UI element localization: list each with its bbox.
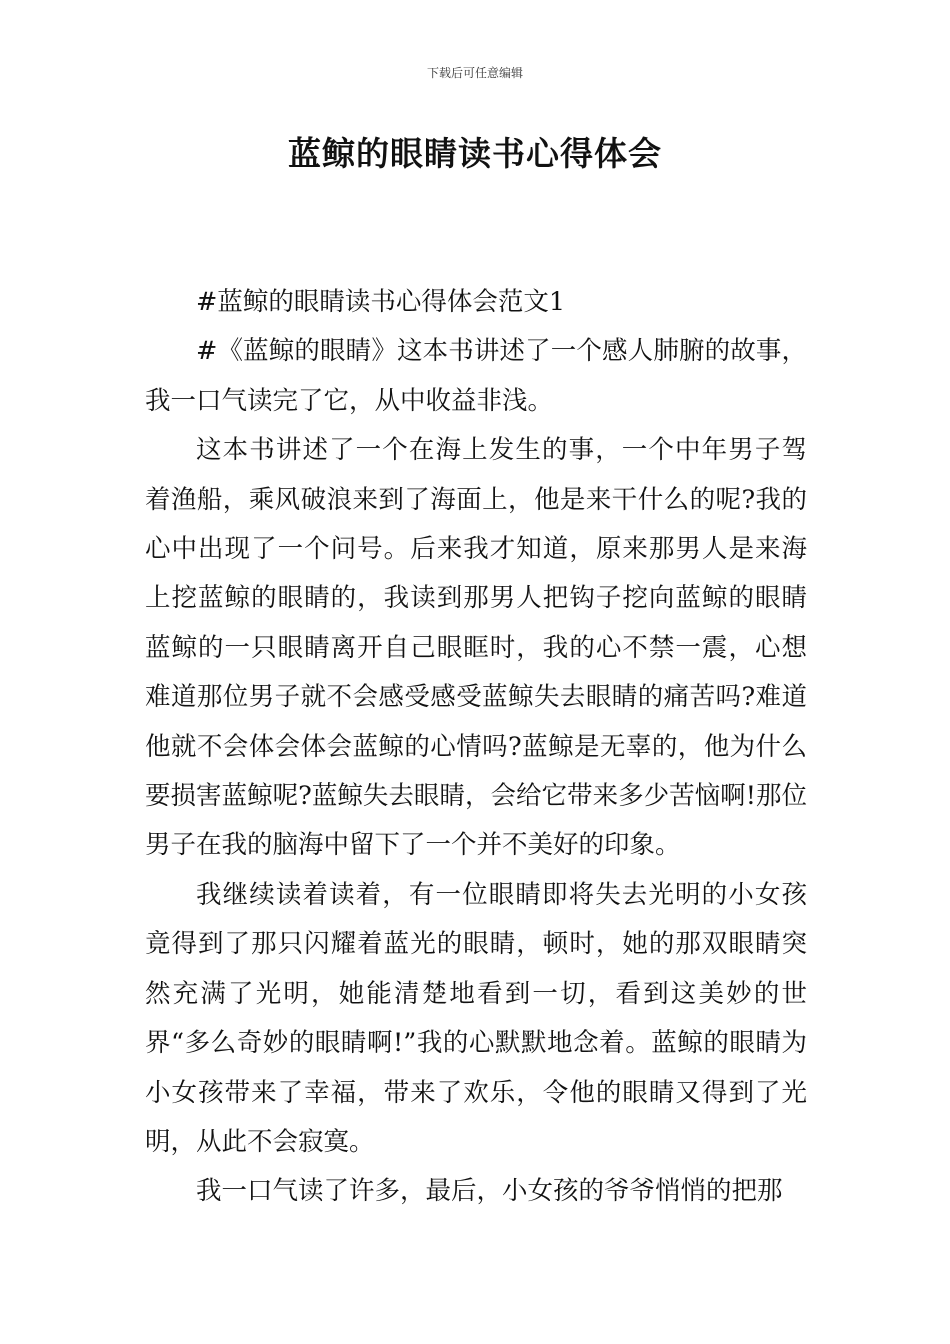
- paragraph: #《蓝鲸的眼睛》这本书讲述了一个感人肺腑的故事，我一口气读完了它，从中收益非浅。: [145, 336, 807, 416]
- paragraph: 我继续读着读着，有一位眼睛即将失去光明的小女孩竟得到了那只闪耀着蓝光的眼睛，顿时，她的那双眼睛突然充满了光明，她能清楚地看到一切，看到这美妙的世界“多么奇妙的眼睛啊!”我的心默默地念着。蓝鲸的眼睛为小女孩带来了幸福，带来了欢乐，令他的眼睛又得到了光明，从此不会寂寞。: [145, 879, 807, 1157]
- paragraph: 这本书讲述了一个在海上发生的事，一个中年男子驾着渔船，乘风破浪来到了海面上，他是来干什么的呢?我的心中出现了一个问号。后来我才知道，原来那男人是来海上挖蓝鲸的眼睛的，我读到那男人把钩子挖向蓝鲸的眼睛蓝鲸的一只眼睛离开自己眼眶时，我的心不禁一震，心想难道那位男子就不会感受感受蓝鲸失去眼睛的痛苦吗?难道他就不会体会体会蓝鲸的心情吗?蓝鲸是无辜的，他为什么要损害蓝鲸呢?蓝鲸失去眼睛，会给它带来多少苦恼啊!那位男子在我的脑海中留下了一个并不美好的印象。: [145, 435, 807, 861]
- header-note: 下载后可任意编辑: [426, 66, 523, 80]
- paragraph: 我一口气读了许多，最后，小女孩的爷爷悄悄的把那: [196, 1176, 783, 1207]
- document-body: [145, 278, 807, 1217]
- paragraph: #蓝鲸的眼睛读书心得体会范文1: [196, 287, 566, 317]
- document-title: 蓝鲸的眼睛读书心得体会: [288, 134, 662, 173]
